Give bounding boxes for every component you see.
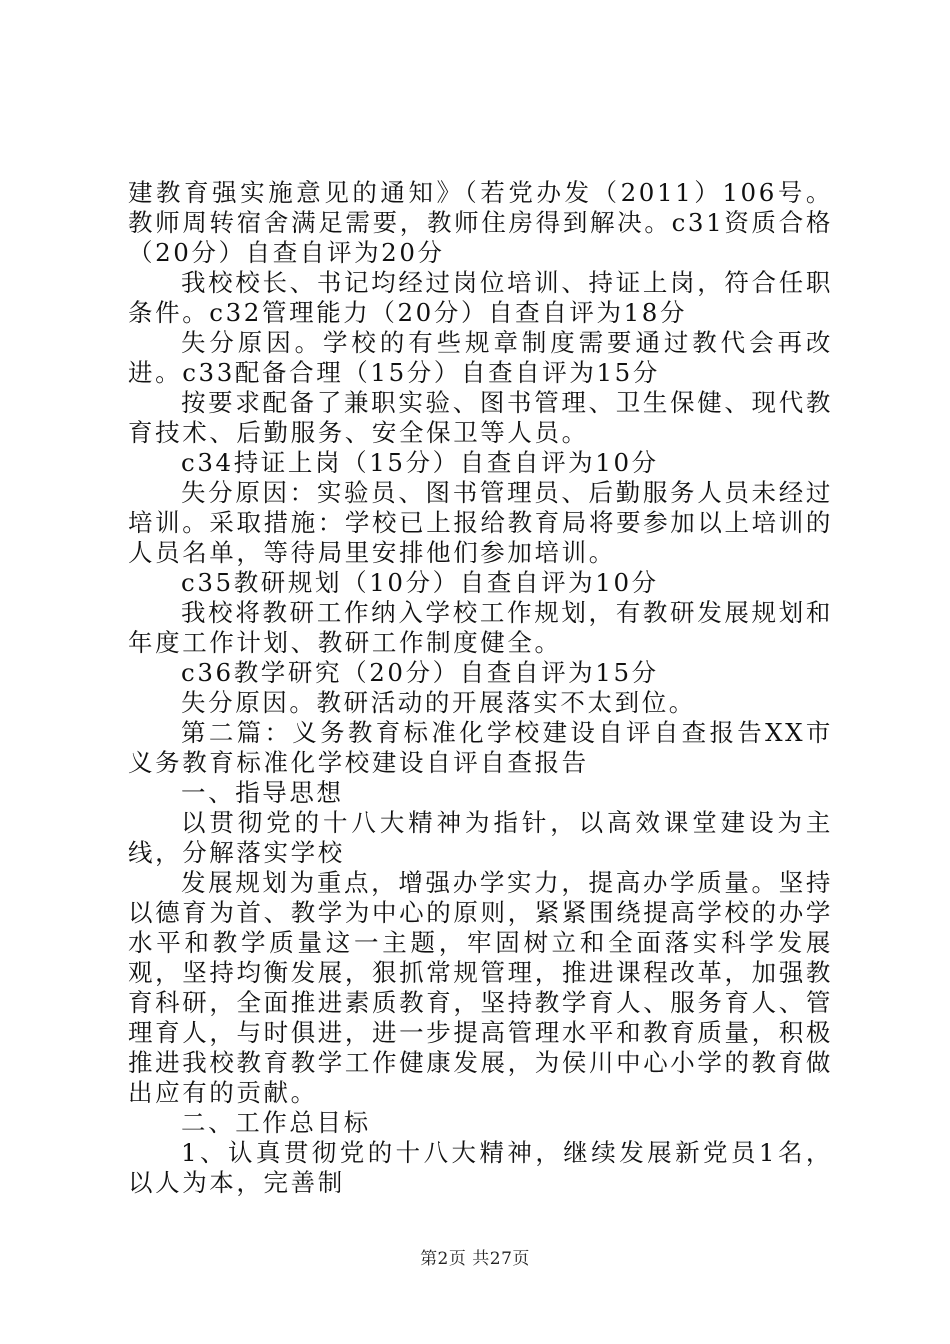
paragraph-4: 按要求配备了兼职实验、图书管理、卫生保健、现代教育技术、后勤服务、安全保卫等人员。 [128, 388, 833, 447]
heading-overall-goal: 二、工作总目标 [181, 1108, 371, 1137]
paragraph-2: 我校校长、书记均经过岗位培训、持证上岗，符合任职条件。c32管理能力（20分）自查自评为18分 [128, 268, 833, 327]
page-number: 第2页 共27页 [420, 1249, 530, 1269]
paragraph-1: 建教育强实施意见的通知》（若党办发（2011）106号。教师周转宿舍满足需要，教师住房得到解决。c31资质合格（20分）自查自评为20分 [128, 178, 833, 267]
paragraph-8: 我校将教研工作纳入学校工作规划，有教研发展规划和年度工作计划、教研工作制度健全。 [128, 598, 833, 657]
paragraph-10: 失分原因。教研活动的开展落实不太到位。 [181, 688, 696, 717]
section-title: 第二篇：义务教育标准化学校建设自评自查报告XX市义务教育标准化学校建设自评自查报告 [128, 718, 833, 777]
paragraph-12: 以贯彻党的十八大精神为指针，以高效课堂建设为主线，分解落实学校 [128, 808, 833, 867]
heading-guiding-thought: 一、指导思想 [181, 778, 344, 807]
paragraph-7: c35教研规划（10分）自查自评为10分 [181, 568, 659, 597]
paragraph-3: 失分原因。学校的有些规章制度需要通过教代会再改进。c33配备合理（15分）自查自评为15分 [128, 328, 833, 387]
paragraph-13: 发展规划为重点，增强办学实力，提高办学质量。坚持以德育为首、教学为中心的原则，紧紧围绕提高学校的办学水平和教学质量这一主题，牢固树立和全面落实科学发展观，坚持均衡发展，狠抓常规管理，推进课程改革，加强教育科研，全面推进素质教育，坚持教学育人、服务育人、管理育人，与时俱进，进一步提高管理水平和教育质量，积极推进我校教育教学工作健康发展，为侯川中心小学的教育做出应有的贡献。 [128, 868, 833, 1107]
paragraph-6: 失分原因：实验员、图书管理员、后勤服务人员未经过培训。采取措施：学校已上报给教育局将要参加以上培训的人员名单，等待局里安排他们参加培训。 [128, 478, 833, 567]
paragraph-15: 1、认真贯彻党的十八大精神，继续发展新党员1名，以人为本，完善制 [128, 1138, 833, 1197]
document-body [128, 178, 833, 1198]
paragraph-5: c34持证上岗（15分）自查自评为10分 [181, 448, 659, 477]
paragraph-9: c36教学研究（20分）自查自评为15分 [181, 658, 659, 687]
